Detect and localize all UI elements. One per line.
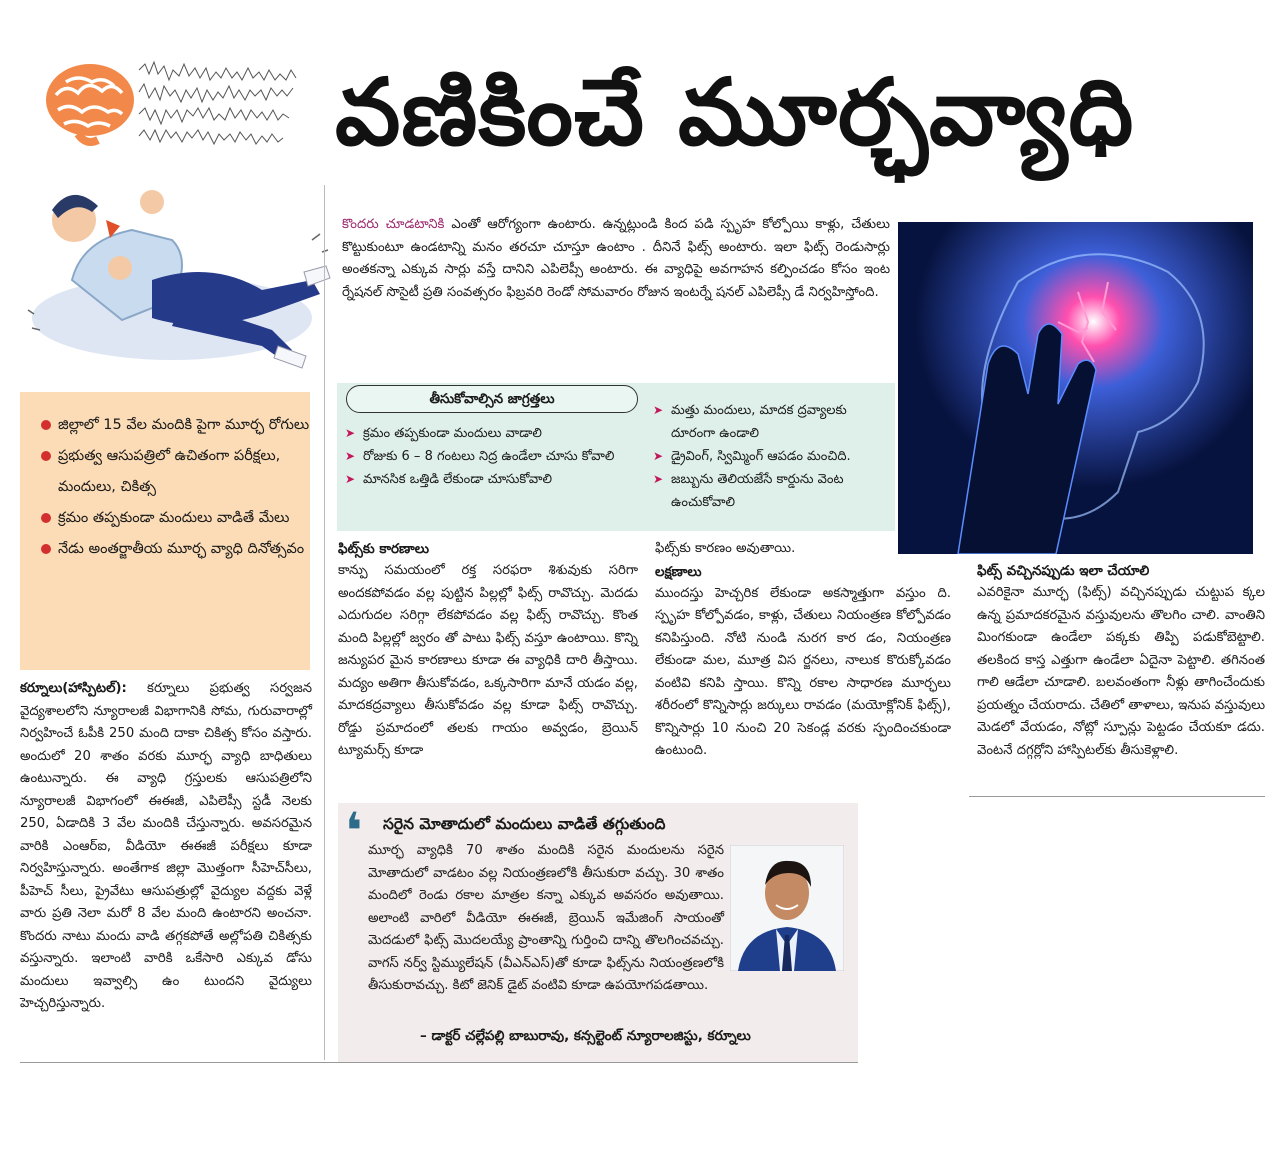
causes-text: కాన్పు సమయంలో రక్త సరఫరా శిశువుకు సరిగా అందకపోవడం వల్ల పుట్టిన పిల్లల్లో ఫిట్స్ రావొచ్చు. మెదడు ఎదుగుదల సరిగ్గా లేకపోవడం వల్ల ఫిట్స్ రావొచ్చు. కొంత మంది పిల్లల్లో జ్వరం తో పాటు ఫిట్స్ వస్తూ ఉంటాయి. కొన్ని జన్యుపర మైన కారణాలు కూడా ఈ వ్యాధికి దారి తీస్తాయి. మద్యం అతిగా తీసుకోవడం, ఒక్కసారిగా మానే యడం వల్ల, మాదకద్రవ్యాలు తీసుకోవడం వల్ల కూడా ఫిట్స్ రావొచ్చు. రోడ్డు ప్రమాదంలో తలకు గాయం అవ్వడం, బ్రెయిన్ ట్యూమర్స్ కూడా — [338, 563, 638, 758]
symptoms-heading: లక్షణాలు — [655, 563, 702, 580]
col1-text: కర్నూలు ప్రభుత్వ సర్వజన వైద్యశాలలోని న్యూరాలజీ విభాగానికి సోమ, గురువారాల్లో నిర్వహించే ఓపీకి 250 మంది దాకా చికిత్స కోసం వస్తారు. అందులో 20 శాతం వరకు మూర్ఛ వ్యాధి బాధితులు ఉంటున్నారు. ఈ వ్యాధి గ్రస్తులకు ఆసుపత్రిలోని న్యూరాలజీ విభాగంలో ఈఈజీ, ఎపిలెప్సీ స్టడీ నెలకు 250, ఏడాదికి 3 వేల మందికి చేస్తున్నారు. అవసరమైన వారికి ఎంఆర్ఐ, వీడియో ఈఈజీ పరీక్షలు కూడా నిర్వహిస్తున్నారు. అంతేగాక జిల్లా మొత్తంగా సీహెచ్‌సీలు, పీహెచ్ సీలు, ప్రైవేటు ఆసుపత్రుల్లో వైద్యుల వద్దకు వెళ్లే వారు ప్రతి నెలా మరో 8 వేల మంది ఉంటారని అంచనా. కొందరు నాటు మందు వాడి తగ్గకపోతే అల్లోపతి చికిత్సకు వస్తున్నారు. ఇలాంటి వారికి ఒకేసారి ఎక్కువ డోసు మందులు ఇవ్వాల్సి ఉం టుందని వైద్యులు హెచ్చరిస్తున్నారు. — [20, 681, 312, 1011]
list-item: జిల్లాలో 15 వేల మందికి పైగా మూర్ఛ రోగులు — [38, 410, 310, 441]
precautions-title: తీసుకోవాల్సిన జాగ్రత్తలు — [346, 385, 638, 413]
first-aid-section — [977, 560, 1265, 762]
list-item: ప్రభుత్వ ఆసుపత్రిలో ఉచితంగా పరీక్షలు, మందులు, చికిత్స — [38, 441, 310, 503]
intro-text: ఎంతో ఆరోగ్యంగా ఉంటారు. ఉన్నట్లుండి కింద పడి స్పృహ కోల్పోయి కాళ్లు, చేతులు కొట్టుకుంటూ ఉండటాన్ని మనం తరచూ చూస్తూ ఉంటాం . దీనినే ఫిట్స్ అంటారు. ఇలా ఫిట్స్ రెండుసార్లు అంతకన్నా ఎక్కువ సార్లు వస్తే దానిని ఎపిలెప్సీ అంటారు. ఈ వ్యాధిపై అవగాహన కల్పించడం కోసం ఇంట ర్నేషనల్ సొసైటీ ప్రతి సంవత్సరం ఫిబ్రవరి రెండో సోమవారం రోజున ఇంటర్నే షనల్ ఎపిలెప్సీ డే నిర్వహిస్తోంది. — [342, 217, 890, 300]
quote-text: మూర్ఛ వ్యాధికి 70 శాతం మందికి సరైన మందులను సరైన మోతాదులో వాడటం వల్ల నియంత్రణలోకి తీసుకురా వచ్చు. 30 శాతం మందిలో రెండు రకాల మాత్రల కన్నా ఎక్కువ అవసరం అవుతాయి. అలాంటి వారిలో వీడియో ఈఈజీ, బ్రెయిన్ ఇమేజింగ్ సాయంతో మెదడులో ఫిట్స్ మొదలయ్యే ప్రాంతాన్ని గుర్తించి దాన్ని తొలగించవచ్చు. వాగస్ నర్వ్ స్టిమ్యులేషన్ (వీఎన్ఎస్)తో కూడా ఫిట్స్‌ను నియంత్రణలోకి తీసుకురావచ్చు. కిటో జెనిక్ డైట్ వంటివి కూడా ఉపయోగపడతాయి. — [368, 843, 724, 993]
list-item: ➤ క్రమం తప్పకుండా మందులు వాడాలి — [343, 422, 635, 445]
doctor-signature: – డాక్టర్ చల్లేపల్లి బాబురావు, కన్సల్టెంట్ న్యూరాలజిస్టు, కర్నూలు — [420, 1028, 751, 1044]
column-divider — [324, 185, 325, 1060]
bottom-rule — [20, 1062, 858, 1063]
symptoms-text: ముందస్తు హెచ్చరిక లేకుండా అకస్మాత్తుగా వస్తుం ది. స్పృహ కోల్పోవడం, కాళ్లు, చేతులు నియంత్రణ కోల్పోవడం కనిపిస్తుంది. నోటి నుండి నురగ కార డం, నియంత్రణ లేకుండా మల, మూత్ర విస ర్జనలు, నాలుక కొరుక్కోవడం వంటివి కనిపి స్తాయి. కొన్ని రకాల సాధారణ మూర్ఛలు శరీరంలో కొన్నిసార్లు జర్కులు రావడం (మయోక్లోనిక్ ఫిట్స్), కొన్నిసార్లు 10 నుంచి 20 సెకండ్ల వరకు స్పందించకుండా ఉంటుంది. — [655, 585, 951, 758]
list-item: ➤ డ్రైవింగ్, స్విమ్మింగ్ ఆపడం మంచిది. — [651, 445, 891, 468]
list-item: ➤ మానసిక ఒత్తిడి లేకుండా చూసుకోవాలి — [343, 468, 635, 491]
brain-eeg-logo — [44, 50, 310, 155]
list-item: ➤ మత్తు మందులు, మాదక ద్రవ్యాలకు దూరంగా ఉండాలి — [651, 399, 891, 445]
headline: వణికించే మూర్ఛవ్యాధి — [335, 59, 1135, 166]
symptoms-continued: ఫిట్స్‌కు కారణం అవుతాయి. — [655, 541, 796, 556]
kurnool-news-column — [20, 678, 312, 1016]
intro-lead: కొందరు చూడటానికి — [342, 217, 445, 232]
list-item: ➤ రోజుకు 6 – 8 గంటలు నిద్ర ఉండేలా చూసు కోవాలి — [343, 445, 635, 468]
dateline: కర్నూలు(హాస్పిటల్): — [20, 681, 127, 696]
precautions-right-list — [651, 399, 891, 514]
first-aid-heading: ఫిట్స్ వచ్చినప్పుడు ఇలా చేయాలి — [977, 563, 1150, 579]
causes-section — [338, 538, 638, 763]
intro-paragraph — [342, 214, 890, 304]
causes-heading: ఫిట్స్‌కు కారణాలు — [338, 541, 430, 557]
facts-box — [20, 392, 310, 670]
precautions-left-list — [343, 422, 635, 491]
brain-hero-image — [898, 222, 1253, 554]
list-item: నేడు అంతర్జాతీయ మూర్ఛ వ్యాధి దినోత్సవం — [38, 534, 310, 565]
first-aid-text: ఎవరికైనా మూర్ఛ (ఫిట్స్) వచ్చినప్పుడు చుట్టుప క్కల ఉన్న ప్రమాదకరమైన వస్తువులను తొలగిం చాలి. వాంతిని మింగకుండా ఉండేలా పక్కకు తిప్పి పడుకోబెట్టాలి. తలకింద కాస్త ఎత్తుగా ఉండేలా ఏదైనా పెట్టాలి. తగినంత గాలి ఆడేలా చూడాలి. బలవంతంగా నీళ్లు తాగించేందుకు ప్రయత్నం చేయరాదు. చేతిలో తాళాలు, ఇనుప వస్తువులు మెడలో వేయడం, నోట్లో స్పూన్లు పెట్టడం చేయకూ డదు. వెంటనే దగ్గర్లోని హాస్పిటల్‌కు తీసుకెళ్లాలి. — [977, 585, 1266, 758]
seizure-illustration — [22, 180, 332, 375]
list-item: ➤ జబ్బును తెలియజేసే కార్డును వెంట ఉంచుకోవాలి — [651, 468, 891, 514]
symptoms-section — [655, 538, 951, 763]
doctor-photo — [730, 845, 844, 971]
right-bottom-rule — [969, 796, 1265, 797]
quote-heading: సరైన మోతాదులో మందులు వాడితే తగ్గుతుంది — [383, 815, 666, 833]
list-item: క్రమం తప్పకుండా మందులు వాడితే మేలు — [38, 503, 310, 534]
quote-icon: ❛ — [345, 802, 363, 860]
